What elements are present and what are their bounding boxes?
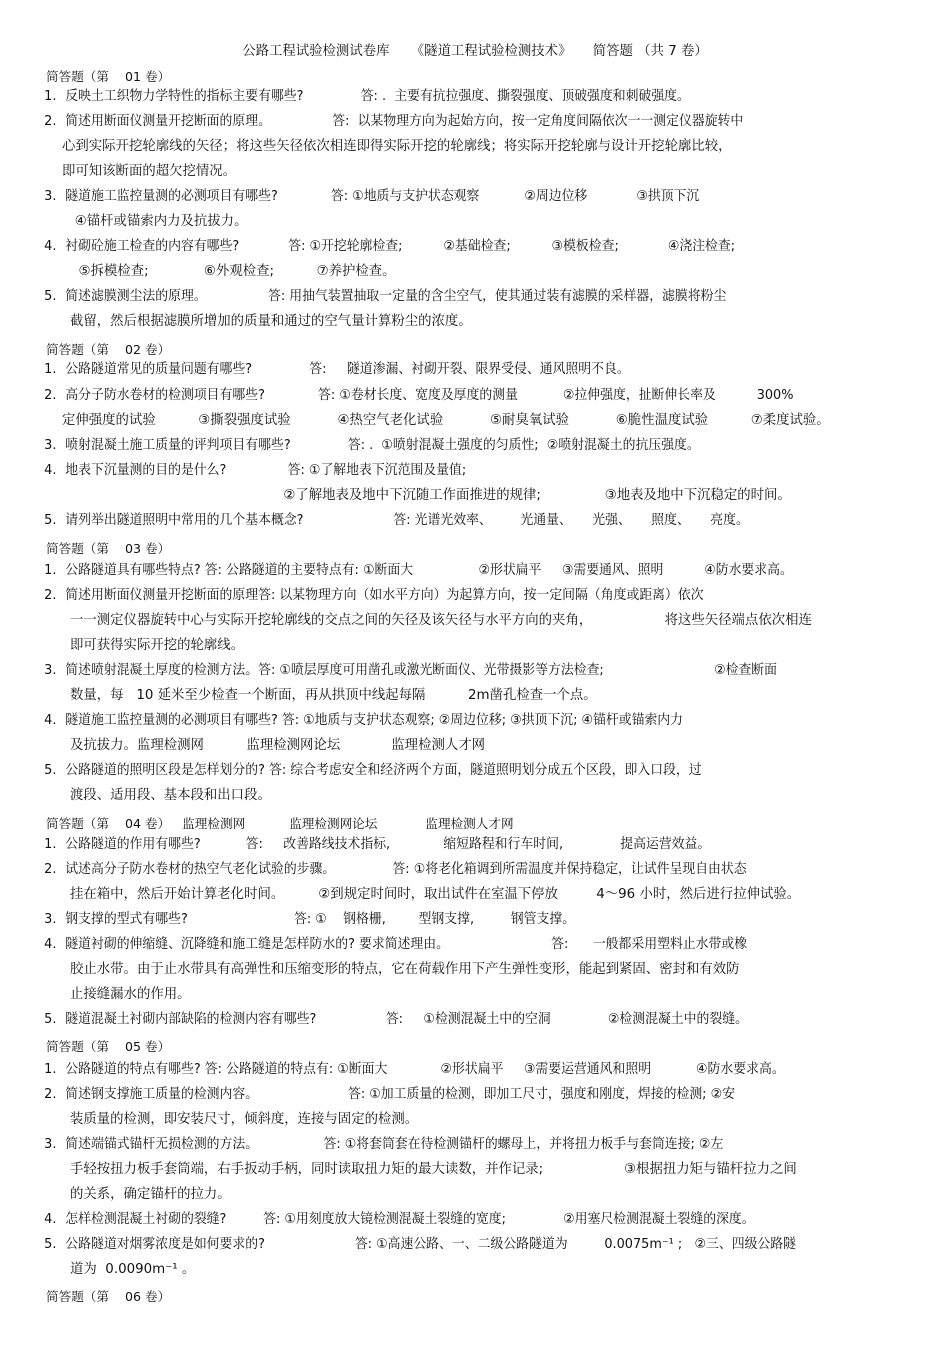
question-line: 2. 简述钢支撑施工质量的检测内容。 答: ①加工质量的检测，即加工尺寸，强度和刚度，焊接的检测; ②安 [44, 1087, 735, 1102]
section-02-heading: 简答题（第 02 卷） [46, 342, 171, 357]
question-line: 1. 公路隧道常见的质量问题有哪些? 答: 隧道渗漏、衬砌开裂、限界受侵、通风照明不良。 [44, 362, 630, 377]
question-continuation: 挂在箱中，然后开始计算老化时间。 ②到规定时间时，取出试件在室温下停放 4～96 小时，然后进行拉伸试验。 [70, 887, 801, 902]
section-04-heading: 简答题（第 04 卷） 监理检测网 监理检测网论坛 监理检测人才网 [46, 816, 514, 831]
question-line: 4. 隧道衬砌的伸缩缝、沉降缝和施工缝是怎样防水的? 要求简述理由。 答: 一般都采用塑料止水带或橡 [44, 937, 748, 952]
question-continuation: 手轻按扭力板手套筒端，右手扳动手柄，同时读取扭力矩的最大读数，并作记录; ③根据扭力矩与锚杆拉力之间 [70, 1162, 797, 1177]
question-line: 4. 隧道施工监控量测的必测项目有哪些? 答: ①地质与支护状态观察; ②周边位移; ③拱顶下沉; ④锚杆或锚索内力 [44, 713, 684, 728]
question-line: 3. 简述端锚式锚杆无损检测的方法。 答: ①将套筒套在待检测锚杆的螺母上，并将扭力板手与套筒连接; ②左 [44, 1137, 724, 1152]
question-line: 1. 反映土工织物力学特性的指标主要有哪些? 答: . 主要有抗拉强度、撕裂强度、顶破强度和刺破强度。 [44, 89, 690, 104]
question-line: 3. 隧道施工监控量测的必测项目有哪些? 答: ①地质与支护状态观察 ②周边位移 ③拱顶下沉 [44, 189, 700, 204]
question-line: 5. 公路隧道的照明区段是怎样划分的? 答: 综合考虑安全和经济两个方面，隧道照明划分成五个区段，即入口段，过 [44, 763, 702, 778]
question-continuation: 渡段、适用段、基本段和出口段。 [70, 788, 271, 803]
question-line: 4. 怎样检测混凝土衬砌的裂缝? 答: ①用刻度放大镜检测混凝土裂缝的宽度; ②用塞尺检测混凝土裂缝的深度。 [44, 1212, 755, 1227]
question-line: 5. 隧道混凝土衬砌内部缺陷的检测内容有哪些? 答: ①检测混凝土中的空洞 ②检测混凝土中的裂缝。 [44, 1012, 748, 1027]
question-continuation: 即可获得实际开挖的轮廓线。 [70, 638, 245, 653]
question-line: 4. 地表下沉量测的目的是什么? 答: ①了解地表下沉范围及量值; [44, 463, 467, 478]
question-line: 5. 请列举出隧道照明中常用的几个基本概念? 答: 光谱光效率、 光通量、 光强、 照度、 亮度。 [44, 513, 749, 528]
question-line: 5. 简述滤膜测尘法的原理。 答: 用抽气装置抽取一定量的含尘空气，使其通过装有滤膜的采样器，滤膜将粉尘 [44, 289, 727, 304]
question-line: 3. 钢支撑的型式有哪些? 答: ① 钢格栅, 型钢支撑, 钢管支撑。 [44, 912, 576, 927]
question-line: 5. 公路隧道对烟雾浓度是如何要求的? 答: ①高速公路、一、二级公路隧道为 0.0075m⁻¹ ; ②三、四级公路隧 [44, 1237, 797, 1252]
question-continuation: 的关系，确定锚杆的拉力。 [70, 1187, 231, 1202]
section-01-heading: 简答题（第 01 卷） [46, 69, 171, 84]
question-line: 3. 喷射混凝土施工质量的评判项目有哪些? 答: . ①喷射混凝土强度的匀质性; ②喷射混凝土的抗压强度。 [44, 438, 700, 453]
question-continuation: 一一测定仪器旋转中心与实际开挖轮廓线的交点之间的矢径及该矢径与水平方向的夹角， 将这些矢径端点依次相连 [70, 613, 812, 628]
question-line: 1. 公路隧道的特点有哪些? 答: 公路隧道的特点有: ①断面大 ②形状扁平 ③需要运营通风和照明 ④防水要求高。 [44, 1062, 785, 1077]
section-06-heading: 简答题（第 06 卷） [46, 1289, 171, 1304]
question-continuation: ④锚杆或锚索内力及抗拔力。 [62, 214, 248, 229]
section-05-heading: 简答题（第 05 卷） [46, 1039, 171, 1054]
question-line: 2. 高分子防水卷材的检测项目有哪些? 答: ①卷材长度、宽度及厚度的测量 ②拉伸强度，扯断伸长率及 300% [44, 388, 794, 403]
question-line: 1. 公路隧道的作用有哪些? 答: 改善路线技术指标, 缩短路程和行车时间, 提高运营效益。 [44, 837, 711, 852]
question-line: 3. 简述喷射混凝土厚度的检测方法。答: ①喷层厚度可用凿孔或激光断面仪、光带摄影等方法检查; ②检查断面 [44, 663, 778, 678]
question-continuation: 装质量的检测，即安装尺寸，倾斜度，连接与固定的检测。 [70, 1112, 419, 1127]
question-continuation: 即可知该断面的超欠挖情况。 [62, 164, 237, 179]
question-continuation: 道为 0.0090m⁻¹ 。 [70, 1262, 196, 1277]
question-continuation: 定伸强度的试验 ③撕裂强度试验 ④热空气老化试验 ⑤耐臭氧试验 ⑥脆性温度试验 ⑦柔度试验。 [62, 413, 830, 428]
page-title: 公路工程试验检测试卷库 《隧道工程试验检测技术》 简答题 （共 7 卷） [242, 44, 708, 59]
question-line: 4. 衬砌砼施工检查的内容有哪些? 答: ①开挖轮廓检查; ②基础检查; ③模板检查; ④浇注检查; [44, 239, 736, 254]
question-continuation: 心到实际开挖轮廓线的矢径；将这些矢径依次相连即得实际开挖的轮廓线；将实际开挖轮廓与设计开挖轮廓比较， [62, 139, 732, 154]
question-continuation: 及抗拔力。监理检测网 监理检测网论坛 监理检测人才网 [70, 738, 486, 753]
question-line: 2. 简述用断面仪测量开挖断面的原理。 答: 以某物理方向为起始方向，按一定角度间隔依次一一测定仪器旋转中 [44, 114, 744, 129]
question-line: 2. 简述用断面仪测量开挖断面的原理答: 以某物理方向（如水平方向）为起算方向，按一定间隔（角度或距离）依次 [44, 588, 704, 603]
question-continuation: 数量，每 10 延米至少检查一个断面，再从拱顶中线起每隔 2m凿孔检查一个点。 [70, 688, 597, 703]
question-continuation: ⑤拆模检查; ⑥外观检查; ⑦养护检查。 [70, 264, 396, 279]
section-03-heading: 简答题（第 03 卷） [46, 541, 171, 556]
question-continuation: 止接缝漏水的作用。 [70, 987, 191, 1002]
question-line: 1. 公路隧道具有哪些特点? 答: 公路隧道的主要特点有: ①断面大 ②形状扁平 ③需要通风、照明 ④防水要求高。 [44, 563, 793, 578]
question-line: 2. 试述高分子防水卷材的热空气老化试验的步骤。 答: ①将老化箱调到所需温度并保持稳定，让试件呈现自由状态 [44, 862, 747, 877]
question-continuation: ②了解地表及地中下沉随工作面推进的规律; ③地表及地中下沉稳定的时间。 [62, 488, 791, 503]
question-continuation: 截留，然后根据滤膜所增加的质量和通过的空气量计算粉尘的浓度。 [70, 314, 472, 329]
question-continuation: 胶止水带。由于止水带具有高弹性和压缩变形的特点，它在荷载作用下产生弹性变形，能起到紧固、密封和有效防 [70, 962, 740, 977]
